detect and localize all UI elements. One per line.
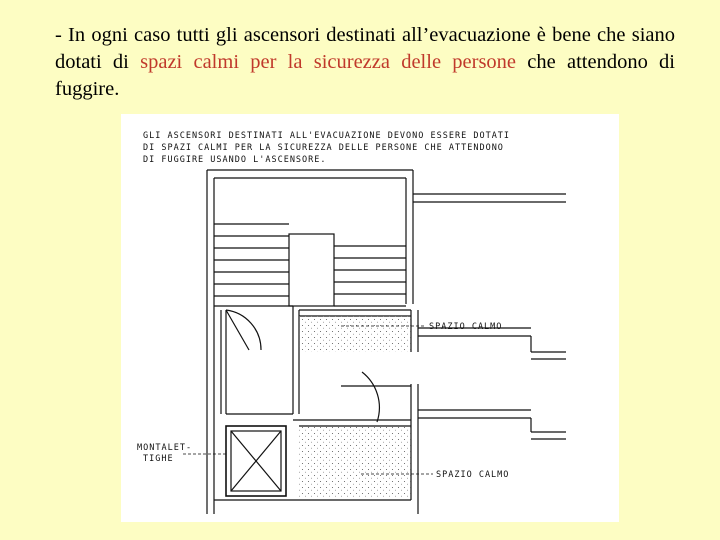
label-montalettighe-2: TIGHE <box>143 454 174 464</box>
elevator-shaft <box>226 426 286 496</box>
label-spazio-calmo-top: SPAZIO CALMO <box>429 322 503 332</box>
door-swing <box>362 372 379 422</box>
drawing-note <box>143 131 510 165</box>
note-line-1: GLI ASCENSORI DESTINATI ALL'EVACUAZIONE DEVONO ESSERE DOTATI <box>143 131 511 141</box>
paragraph-text-end: che attendono di fuggire. <box>55 51 676 100</box>
note-line-3: DI FUGGIRE USANDO L'ASCENSORE. <box>143 155 327 165</box>
label-spazio-calmo-bottom: SPAZIO CALMO <box>436 470 510 480</box>
floor-plan-drawing <box>121 114 619 522</box>
spazio-calmo-zone-top <box>299 316 411 352</box>
paragraph-text-start: - In ogni caso tutti gli ascensori destinati all’evacuazione è bene che siano dotati di <box>55 24 675 73</box>
paragraph-highlight: spazi calmi per la sicurezza delle persone <box>140 51 517 73</box>
slide-paragraph <box>55 22 675 103</box>
note-line-2: DI SPAZI CALMI PER LA SICUREZZA DELLE PERSONE CHE ATTENDONO <box>143 143 504 153</box>
label-montalettighe-1: MONTALET- <box>137 443 193 453</box>
staircase <box>214 224 406 306</box>
spazio-calmo-zone-bottom <box>299 426 411 498</box>
